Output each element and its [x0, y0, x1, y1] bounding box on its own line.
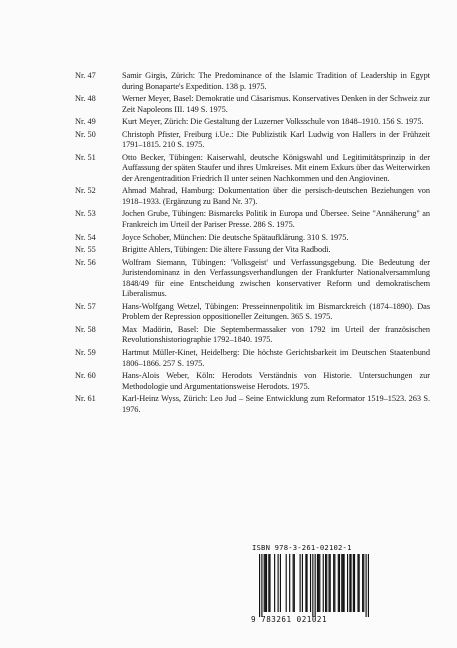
series-entry [70, 209, 430, 230]
barcode-bar [333, 554, 334, 612]
barcode-bar [269, 554, 270, 612]
series-entry [70, 94, 430, 115]
barcode-bar [325, 554, 326, 612]
entry-number: Nr. 48 [75, 94, 96, 104]
barcode-bar [286, 554, 287, 612]
entry-number: Nr. 49 [75, 117, 96, 127]
barcode-bar [330, 554, 331, 612]
series-entry [70, 371, 430, 392]
entry-text: Jochen Grube, Tübingen: Bismarcks Politik in Europa und Übersee. Seine "Annäherung" an Frankreich im Urteil der Pariser Presse. 286 S. 1975. [122, 209, 430, 230]
entry-text: Samir Girgis, Zürich: The Predominance of the Islamic Tradition of Leadership in Egypt during Bonaparte's Expedition. 138 p. 1975. [122, 71, 430, 91]
barcode-bar [268, 554, 269, 612]
barcode-bar [264, 554, 265, 612]
barcode-bar [344, 554, 345, 612]
series-entry [70, 233, 430, 244]
entry-number: Nr. 61 [75, 394, 96, 404]
barcode-bar [266, 554, 267, 612]
entry-text: Ahmad Mahrad, Hamburg: Dokumentation über die persisch-deutschen Beziehungen von 1918–1933. (Ergänzung zu Band Nr. 37). [122, 186, 430, 206]
barcode-bar [302, 554, 303, 612]
series-entry [70, 394, 430, 415]
series-entry [70, 153, 430, 185]
barcode-digits: 9 783261 021021 [251, 615, 328, 624]
barcode-bar [280, 554, 281, 612]
series-entry [70, 186, 430, 207]
barcode-bar [293, 554, 294, 612]
barcode-bar [319, 554, 320, 612]
entry-number: Nr. 60 [75, 371, 96, 381]
barcode-bar [278, 554, 279, 612]
barcode-bar [362, 554, 363, 612]
entry-number: Nr. 56 [75, 257, 96, 267]
entry-text: Kurt Meyer, Zürich: Die Gestaltung der Luzerner Volksschule von 1848–1910. 156 S. 1975. [122, 117, 424, 127]
barcode-bar [294, 554, 295, 612]
barcode-bar [350, 554, 351, 612]
isbn-barcode [251, 543, 373, 629]
entry-number: Nr. 51 [75, 152, 96, 162]
entry-text: Hans-Wolfgang Wetzel, Tübingen: Presseinnenpolitik im Bismarckreich (1874–1890). Das Problem der Repression oppositioneller Zeitungen. 365 S. 1975. [122, 301, 430, 322]
entry-number: Nr. 53 [75, 209, 96, 219]
series-entry [70, 130, 430, 151]
barcode-bar [305, 554, 306, 612]
entry-text: Karl-Heinz Wyss, Zürich: Leo Jud – Seine Entwicklung zum Reformator 1519–1523. 263 S. 1976. [122, 394, 430, 414]
entry-number: Nr. 54 [75, 232, 96, 242]
series-entry [70, 71, 430, 92]
entry-text: Hartmut Müller-Kinet, Heidelberg: Die höchste Gerichtsbarkeit im Deutschen Staatenbund 1806–1866. 257 S. 1975. [122, 347, 430, 368]
barcode-bar [334, 554, 335, 612]
entry-number: Nr. 50 [75, 129, 96, 139]
series-entry [70, 258, 430, 300]
entry-text: Joyce Schober, München: Die deutsche Spätaufklärung. 310 S. 1975. [122, 232, 349, 242]
barcode-bar [289, 554, 290, 612]
barcode-bar [342, 554, 343, 612]
series-entry [70, 302, 430, 323]
series-entry [70, 325, 430, 346]
entry-text: Christoph Pfister, Freiburg i.Ue.: Die Publizistik Karl Ludwig von Hallers in der Frühzeit 1791–1815. 210 S. 1975. [122, 129, 430, 150]
barcode-bar [353, 554, 354, 612]
barcode-bar [259, 554, 260, 617]
barcode-bars [259, 554, 369, 617]
barcode-bar [363, 554, 364, 612]
entry-number: Nr. 55 [75, 245, 96, 255]
barcode-bar [368, 554, 369, 617]
series-entry [70, 117, 430, 128]
entry-number: Nr. 59 [75, 347, 96, 357]
barcode-bar [312, 554, 313, 617]
barcode-bar [366, 554, 367, 617]
barcode-bar [328, 554, 329, 612]
barcode-bar [317, 554, 318, 612]
entry-number: Nr. 57 [75, 301, 96, 311]
barcode-bar [315, 554, 316, 617]
entry-text: Wolfram Siemann, Tübingen: 'Volksgeist' und Verfassungsgebung. Die Bedeutung der Juristendominanz in den Verfassungsverhandlungen der Frankfurter Nationalversammlung 1848/49 für eine Entscheidung zwischen konservativer Reform und demokratischem Liberalismus. [122, 257, 430, 299]
series-entry [70, 245, 430, 256]
barcode-bar [357, 554, 358, 612]
barcode-bar [338, 554, 339, 612]
series-list [70, 71, 430, 417]
barcode-bar [300, 554, 301, 612]
barcode-bar [318, 554, 319, 612]
entry-text: Brigitte Ahlers, Tübingen: Die ältere Fassung der Vita Radbodi. [122, 245, 331, 255]
entry-number: Nr. 58 [75, 324, 96, 334]
barcode-bar [339, 554, 340, 612]
entry-number: Nr. 52 [75, 186, 96, 196]
series-entry [70, 348, 430, 369]
barcode-bar [274, 554, 275, 612]
barcode-bar [359, 554, 360, 612]
entry-text: Max Madörin, Basel: Die Septembermassaker von 1792 im Urteil der französischen Revolutionshistoriographie 1792–1840. 1975. [122, 324, 430, 345]
barcode-bar [310, 554, 311, 612]
barcode-bar [347, 554, 348, 612]
barcode-bar [261, 554, 262, 617]
barcode-bar [326, 554, 327, 612]
entry-text: Werner Meyer, Basel: Demokratie und Cäsarismus. Konservatives Denken in der Schweiz zur Zeit Napoleons III. 149 S. 1975. [122, 94, 430, 114]
entry-text: Otto Becker, Tübingen: Kaiserwahl, deutsche Königswahl und Legitimitätsprinzip in der Auffassung der späten Staufer und ihres Umkreises. Mit einem Exkurs über das Weiterwirken der Arengentradition Friedrich II unter seinen Nachkommen und den Angiovinen. [122, 152, 430, 183]
barcode-bar [341, 554, 342, 612]
barcode-bar [323, 554, 324, 612]
barcode-bar [265, 554, 266, 612]
barcode-bar [349, 554, 350, 612]
entry-number: Nr. 47 [75, 71, 96, 80]
barcode-bar [306, 554, 307, 612]
entry-text: Hans-Alois Weber, Köln: Herodots Verständnis von Historie. Untersuchungen zur Methodologie und Argumentationsweise Herodots. 1975. [122, 371, 430, 391]
isbn-label: ISBN 978-3-261-02102-1 [252, 543, 352, 552]
barcode-bar [354, 554, 355, 612]
